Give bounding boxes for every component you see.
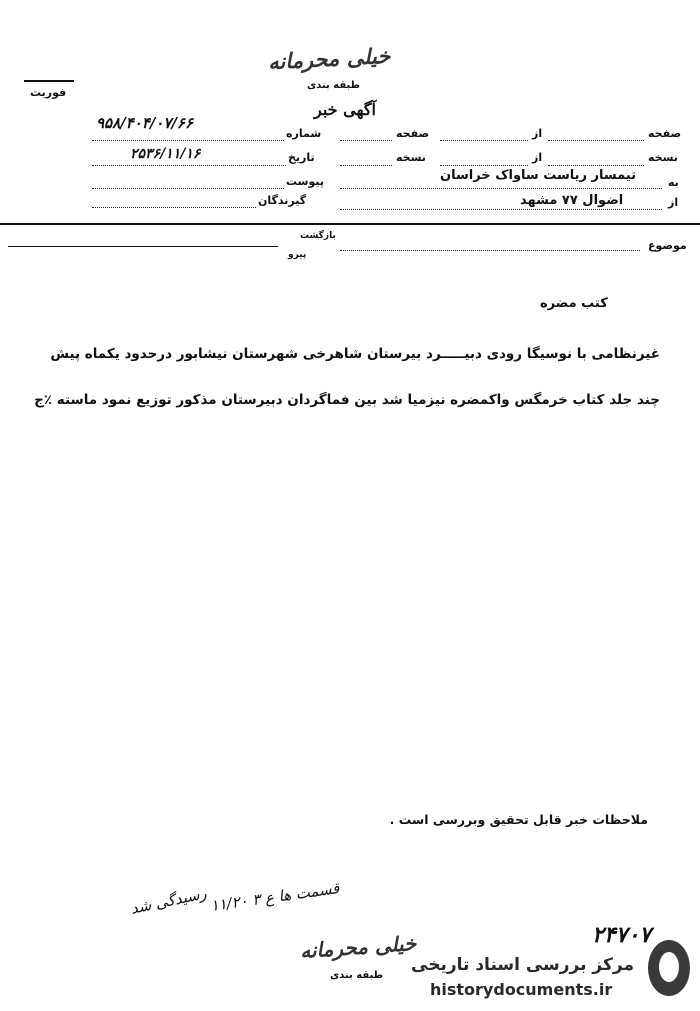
number-dotline xyxy=(92,140,284,141)
date-dotline xyxy=(92,165,286,166)
follow-label: پیرو xyxy=(288,250,307,260)
reference-label: بازگشت xyxy=(300,231,336,241)
classification-stamp: خیلی محرمانه xyxy=(267,42,391,75)
header-separator xyxy=(0,223,700,225)
watermark-url: historydocuments.ir xyxy=(430,980,613,999)
number-label: شماره xyxy=(286,127,322,140)
copy-label: نسخه xyxy=(648,151,678,164)
watermark-title: مرکز بررسی اسناد تاریخی xyxy=(411,955,634,975)
copy-2-dotline xyxy=(340,165,392,166)
body-line-2: چند جلد کتاب خرمگس واکمضره نیزمیا شد بین فماگردان دبیرستان مذکور توزیع نمود ماسته ٪ج xyxy=(34,392,660,408)
recipients-label: گیرندگان xyxy=(258,194,307,207)
footer-classification-label: طبقه بندی xyxy=(330,970,384,981)
page-of-dotline xyxy=(440,140,528,141)
copy-of-dotline xyxy=(440,165,528,166)
page-of-label: از xyxy=(532,127,543,140)
urgency-line xyxy=(24,80,74,82)
footer-classification-stamp: خیلی محرمانه xyxy=(299,930,418,964)
remark-text: ملاحظات خبر قابل تحقیق وبررسی است . xyxy=(389,812,648,827)
page-label: صفحه xyxy=(648,127,682,140)
number-value: ۹۵۸/۴۰۴/۰۷/۶۶ xyxy=(96,114,194,132)
to-label: به xyxy=(668,176,679,189)
subject-label: موضوع xyxy=(648,239,687,252)
page-label-2: صفحه xyxy=(396,127,430,140)
date-label: تاریخ xyxy=(288,151,315,164)
to-dotline xyxy=(340,188,662,189)
to-value: تیمسار ریاست ساواک خراسان xyxy=(440,168,637,183)
urgency-label: فوریت xyxy=(30,86,67,99)
attachment-label: پیوست xyxy=(286,175,324,188)
body-line-1: غیرنظامی با نوسیگا رودی دبیـــــرد بیرستان شاهرخی شهرستان نیشابور درحدود یکماه پیش xyxy=(50,346,660,362)
handwritten-number: ۲۴۷۰۷ xyxy=(592,922,652,948)
from-dotline xyxy=(340,209,662,210)
classification-label: طبقه بندی xyxy=(307,80,361,91)
copy-label-2: نسخه xyxy=(396,151,426,164)
history-center-logo-icon xyxy=(648,940,690,996)
page-dotline xyxy=(548,140,644,141)
date-value: ۲۵۳۶/۱۱/۱۶ xyxy=(130,146,201,162)
from-label: از xyxy=(668,196,679,209)
subject-left-line xyxy=(8,246,278,247)
doc-title: آگهی خبر xyxy=(314,100,376,119)
page-2-dotline xyxy=(340,140,392,141)
handwritten-note: قسمت ها ع ۳ ۱۱/۲۰ xyxy=(209,879,341,915)
subject-dotline xyxy=(340,250,640,251)
from-value: اضوال ۷۷ مشهد xyxy=(520,193,624,208)
attachment-dotline xyxy=(92,188,284,189)
recipients-dotline xyxy=(92,207,256,208)
subject-title: کتب مضره xyxy=(540,296,608,311)
copy-of-label: از xyxy=(532,151,543,164)
signature: رسیدگی شد xyxy=(128,884,209,918)
copy-dotline xyxy=(548,165,644,166)
